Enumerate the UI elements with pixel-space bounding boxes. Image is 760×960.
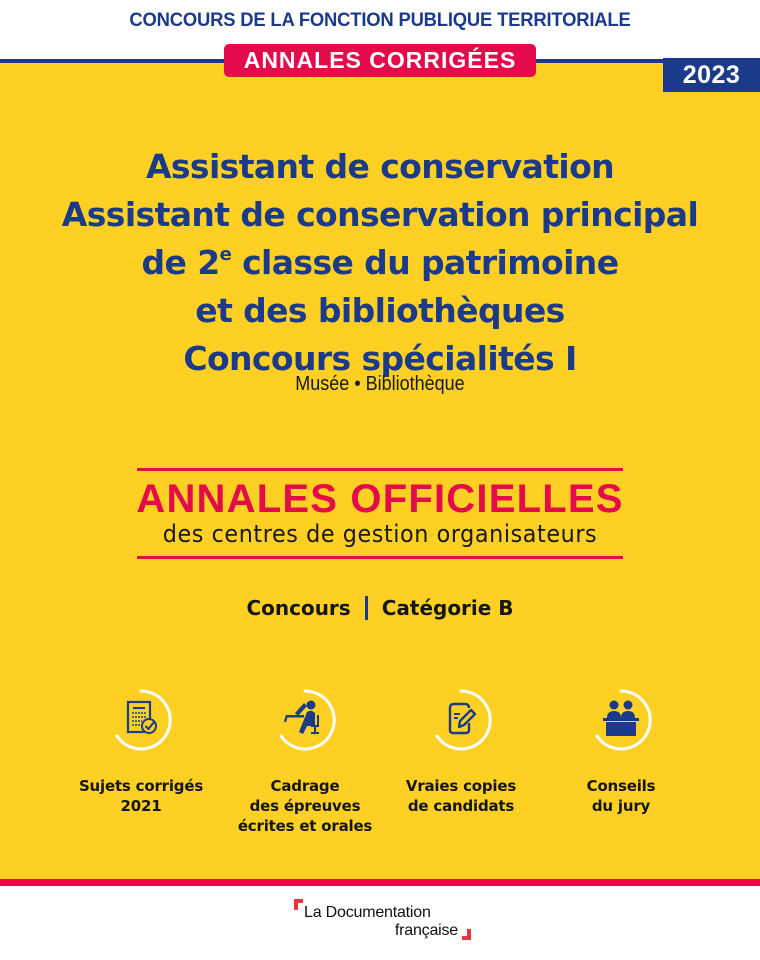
publisher-name-line-1: La Documentation — [304, 904, 431, 921]
feature-label — [56, 776, 226, 816]
document-check-icon — [109, 688, 173, 752]
book-title — [0, 143, 760, 383]
series-title: CONCOURS DE LA FONCTION PUBLIQUE TERRITORIALE — [129, 10, 631, 31]
feature-label-line: 2021 — [120, 797, 162, 815]
red-footer-band — [0, 879, 760, 886]
title-line-3-start: de 2 — [141, 243, 220, 282]
feature-label-line: Cadrage — [270, 777, 340, 795]
logo-bracket-top-left-icon — [294, 899, 303, 910]
year-badge: 2023 — [663, 58, 760, 92]
publisher-logo — [290, 897, 470, 947]
feature-label-line: Conseils — [586, 777, 656, 795]
feature-label-line: écrites et orales — [237, 817, 373, 835]
title-line-3-rest: classe du patrimoine — [231, 243, 619, 282]
feature-label — [536, 776, 706, 816]
specialities-subtitle: Musée • Bibliothèque — [295, 373, 465, 395]
title-line-4: et des bibliothèques — [195, 291, 565, 330]
official-annals-title: ANNALES OFFICIELLES — [136, 477, 624, 521]
title-line-1: Assistant de conservation — [145, 147, 615, 186]
exam-category: Catégorie B — [381, 596, 514, 620]
copy-edit-icon — [429, 688, 493, 752]
exam-type: Concours — [246, 596, 351, 620]
feature-label-line: Vraies copies — [405, 777, 517, 795]
collection-pill: ANNALES CORRIGÉES — [224, 44, 536, 77]
red-rule-bottom — [137, 556, 623, 559]
red-rule-top — [137, 468, 623, 471]
jury-desk-icon — [589, 688, 653, 752]
feature-label-line: du jury — [591, 797, 651, 815]
title-line-5: Concours spécialités I — [183, 339, 577, 378]
category-row — [0, 596, 760, 620]
category-separator — [365, 596, 368, 620]
feature-label-line: Sujets corrigés — [78, 777, 204, 795]
feature-sujets-corriges — [56, 688, 226, 816]
feature-label — [376, 776, 546, 816]
feature-vraies-copies — [376, 688, 546, 816]
feature-label-line: de candidats — [407, 797, 515, 815]
feature-cadrage-epreuves — [220, 688, 390, 836]
feature-label — [220, 776, 390, 836]
feature-conseils-jury — [536, 688, 706, 816]
candidate-writing-icon — [273, 688, 337, 752]
publisher-name-line-2: française — [394, 922, 458, 939]
feature-label-line: des épreuves — [249, 797, 361, 815]
ordinal-superscript: e — [219, 244, 232, 265]
logo-bracket-bottom-right-icon — [462, 929, 471, 940]
title-line-3 — [0, 239, 760, 287]
official-annals-subtitle: des centres de gestion organisateurs — [162, 520, 598, 548]
title-line-2: Assistant de conservation principal — [61, 195, 699, 234]
